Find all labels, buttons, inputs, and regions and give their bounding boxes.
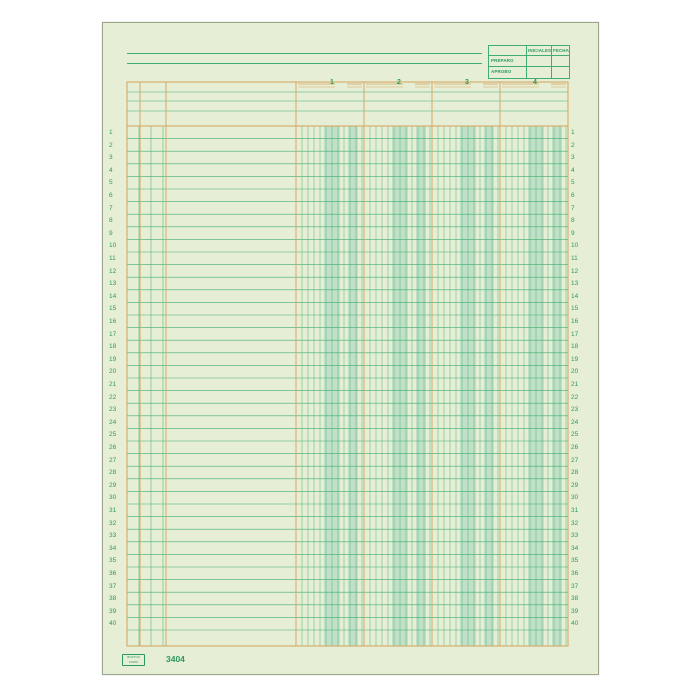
row-number-left: 17 — [109, 330, 117, 338]
row-number-right: 8 — [571, 217, 575, 225]
row-number-right: 23 — [571, 406, 579, 414]
row-number-left: 1 — [109, 129, 113, 136]
header-rule-1 — [127, 53, 482, 54]
row-number-right: 32 — [571, 519, 579, 527]
sign-box-vdivider-1 — [526, 46, 527, 78]
row-number-right: 9 — [571, 229, 575, 237]
row-number-left: 19 — [109, 355, 117, 363]
column-number: 3 — [465, 79, 469, 86]
shaded-band — [416, 126, 426, 646]
column-number: 1 — [330, 79, 334, 86]
row-number-right: 21 — [571, 381, 579, 388]
header-rule-2 — [127, 63, 482, 64]
row-number-right: 14 — [571, 292, 579, 300]
row-number-right: 11 — [571, 255, 578, 262]
row-number-left: 35 — [109, 557, 117, 565]
row-number-left: 3 — [109, 154, 113, 162]
row-number-right: 31 — [571, 507, 579, 514]
row-number-right: 6 — [571, 192, 575, 199]
row-number-right: 3 — [571, 154, 575, 162]
row-number-right: 12 — [571, 267, 579, 275]
row-number-right: 18 — [571, 343, 579, 351]
shaded-band — [348, 126, 358, 646]
columnar-pad-sheet — [102, 22, 599, 675]
shaded-band — [484, 126, 494, 646]
row-number-left: 5 — [109, 179, 113, 187]
row-number-right: 13 — [571, 280, 579, 288]
row-number-right: 40 — [571, 620, 579, 628]
row-number-left: 30 — [109, 494, 117, 502]
row-number-left: 8 — [109, 217, 113, 225]
row-number-right: 27 — [571, 456, 579, 464]
row-number-right: 35 — [571, 557, 579, 565]
row-number-left: 23 — [109, 406, 117, 414]
row-number-left: 34 — [109, 544, 117, 552]
form-number: 3404 — [166, 654, 185, 664]
row-number-left: 4 — [109, 166, 113, 174]
row-number-left: 31 — [109, 507, 117, 514]
row-number-right: 26 — [571, 444, 579, 451]
row-number-right: 34 — [571, 544, 579, 552]
row-number-right: 15 — [571, 305, 579, 313]
row-number-left: 15 — [109, 305, 117, 313]
row-number-right: 30 — [571, 494, 579, 502]
row-number-left: 20 — [109, 368, 117, 376]
row-number-left: 38 — [109, 595, 117, 603]
row-number-left: 26 — [109, 444, 117, 451]
row-number-left: 28 — [109, 469, 117, 477]
row-number-right: 29 — [571, 481, 579, 489]
row-number-left: 2 — [109, 141, 113, 149]
row-number-left: 6 — [109, 192, 113, 199]
row-number-left: 36 — [109, 570, 117, 577]
row-number-left: 14 — [109, 292, 117, 300]
initials-label: INICIALES — [528, 48, 552, 53]
row-number-left: 12 — [109, 267, 117, 275]
brand-logo: BOSTON FORM — [122, 654, 145, 666]
row-number-left: 13 — [109, 280, 117, 288]
row-number-left: 16 — [109, 318, 117, 325]
row-number-left: 24 — [109, 418, 117, 426]
ledger-grid — [103, 23, 598, 674]
shaded-band — [552, 126, 562, 646]
row-number-right: 28 — [571, 469, 579, 477]
date-label: FECHA — [553, 48, 569, 53]
row-number-right: 7 — [571, 204, 575, 212]
row-number-left: 7 — [109, 204, 113, 212]
row-number-left: 18 — [109, 343, 117, 351]
column-number: 2 — [397, 79, 401, 86]
row-number-left: 29 — [109, 481, 117, 489]
prepared-label: PREPARO — [491, 58, 514, 63]
row-number-right: 16 — [571, 318, 579, 325]
row-number-left: 37 — [109, 582, 117, 590]
row-number-left: 33 — [109, 532, 117, 540]
row-number-right: 37 — [571, 582, 579, 590]
row-number-left: 27 — [109, 456, 117, 464]
column-number: 4 — [533, 79, 537, 86]
row-number-right: 25 — [571, 431, 579, 439]
row-number-right: 38 — [571, 595, 579, 603]
row-number-right: 19 — [571, 355, 579, 363]
row-number-left: 21 — [109, 381, 117, 388]
signature-box — [488, 45, 570, 79]
row-number-left: 32 — [109, 519, 117, 527]
table-frame — [127, 82, 568, 646]
row-number-right: 10 — [571, 242, 579, 250]
approved-label: APROBO — [491, 69, 512, 74]
row-number-right: 17 — [571, 330, 579, 338]
row-number-left: 10 — [109, 242, 117, 250]
row-number-left: 9 — [109, 229, 113, 237]
row-number-right: 24 — [571, 418, 579, 426]
row-number-right: 1 — [571, 129, 575, 136]
row-number-right: 22 — [571, 393, 579, 401]
sign-box-divider-2 — [489, 66, 569, 67]
row-number-left: 25 — [109, 431, 117, 439]
sign-box-divider-1 — [489, 55, 569, 56]
row-number-right: 2 — [571, 141, 575, 149]
row-number-right: 5 — [571, 179, 575, 187]
row-number-right: 4 — [571, 166, 575, 174]
row-number-left: 22 — [109, 393, 117, 401]
row-number-left: 40 — [109, 620, 117, 628]
row-number-right: 33 — [571, 532, 579, 540]
row-number-left: 39 — [109, 607, 117, 615]
row-number-right: 39 — [571, 607, 579, 615]
row-number-left: 11 — [109, 255, 116, 262]
row-number-right: 36 — [571, 570, 579, 577]
row-number-right: 20 — [571, 368, 579, 376]
